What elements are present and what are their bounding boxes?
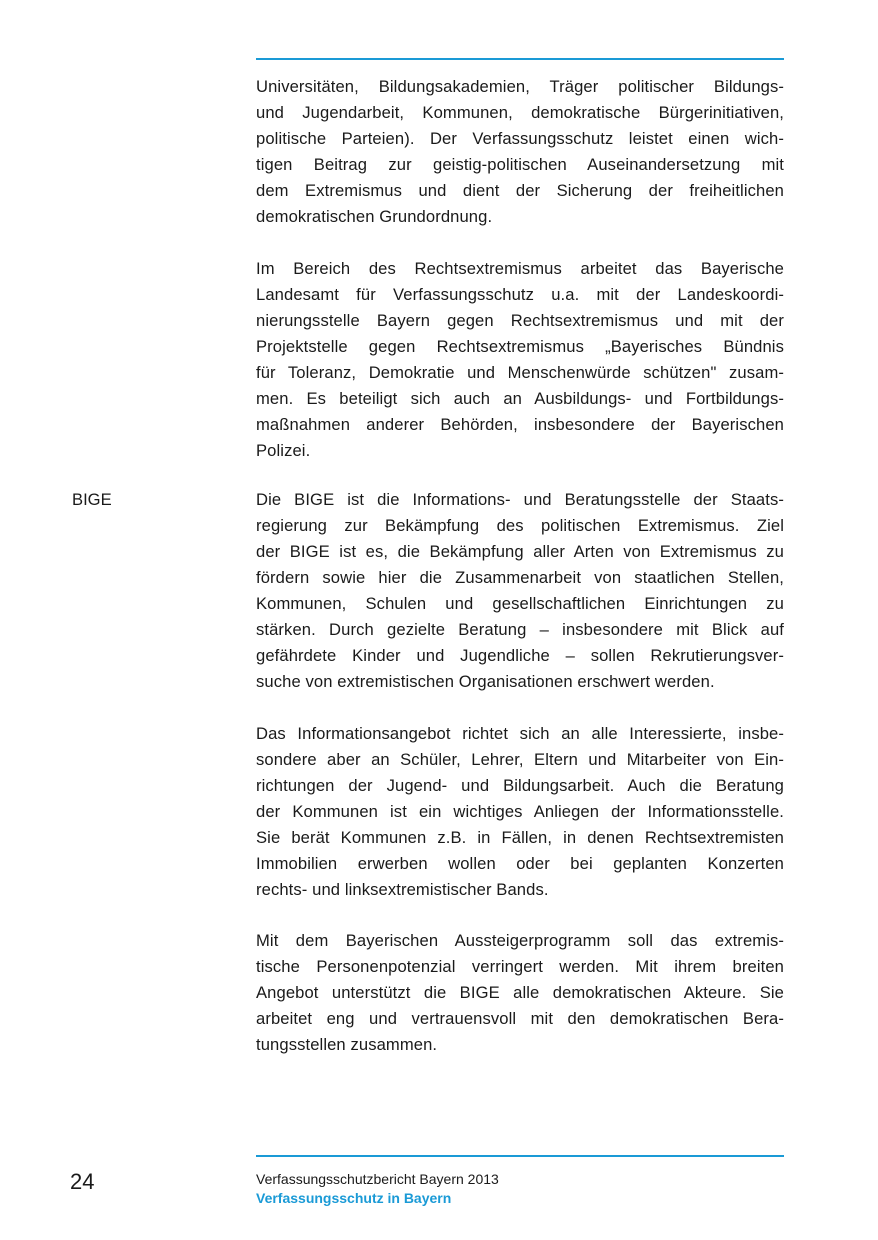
text-line: Das Informationsangebot richtet sich an alle Interessierte, insbe- (256, 724, 784, 743)
text-line: men. Es beteiligt sich auch an Ausbildungs- und Fortbildungs- (256, 389, 784, 408)
text-line: Universitäten, Bildungsakademien, Träger politischer Bildungs- (256, 77, 784, 96)
text-line: politische Parteien). Der Verfassungsschutz leistet einen wich- (256, 129, 784, 148)
paragraph-1 (256, 74, 784, 230)
text-line: richtungen der Jugend- und Bildungsarbeit. Auch die Beratung (256, 776, 784, 795)
text-line: der BIGE ist es, die Bekämpfung aller Arten von Extremismus zu (256, 542, 784, 561)
text-line: Immobilien erwerben wollen oder bei geplanten Konzerten (256, 854, 784, 873)
text-line: gefährdete Kinder und Jugendliche – sollen Rekrutierungsver- (256, 646, 784, 665)
header-rule (256, 58, 784, 60)
text-line: demokratischen Grundordnung. (256, 207, 493, 226)
text-line: nierungsstelle Bayern gegen Rechtsextremismus und mit der (256, 311, 784, 330)
text-line: dem Extremismus und dient der Sicherung der freiheitlichen (256, 181, 784, 200)
text-line: der Kommunen ist ein wichtiges Anliegen der Informationsstelle. (256, 802, 784, 821)
text-line: tische Personenpotenzial verringert werden. Mit ihrem breiten (256, 957, 784, 976)
paragraph-4 (256, 721, 784, 903)
margin-label-bige: BIGE (72, 490, 112, 509)
text-line: für Toleranz, Demokratie und Menschenwürde schützen" zusam- (256, 363, 784, 382)
text-line: arbeitet eng und vertrauensvoll mit den demokratischen Bera- (256, 1009, 784, 1028)
text-line: Projektstelle gegen Rechtsextremismus „Bayerisches Bündnis (256, 337, 784, 356)
footer-subtitle: Verfassungsschutz in Bayern (256, 1190, 452, 1206)
text-line: Polizei. (256, 441, 311, 460)
text-line: Landesamt für Verfassungsschutz u.a. mit der Landeskoordi- (256, 285, 784, 304)
footer-title: Verfassungsschutzbericht Bayern 2013 (256, 1171, 499, 1187)
text-line: Angebot unterstützt die BIGE alle demokratischen Akteure. Sie (256, 983, 784, 1002)
text-line: Mit dem Bayerischen Aussteigerprogramm soll das extremis- (256, 931, 784, 950)
paragraph-2 (256, 256, 784, 464)
text-line: Im Bereich des Rechtsextremismus arbeitet das Bayerische (256, 259, 784, 278)
footer-rule (256, 1155, 784, 1157)
text-line: rechts- und linksextremistischer Bands. (256, 880, 549, 899)
text-line: sondere aber an Schüler, Lehrer, Eltern und Mitarbeiter von Ein- (256, 750, 784, 769)
text-line: Die BIGE ist die Informations- und Beratungsstelle der Staats- (256, 490, 784, 509)
paragraph-3 (256, 487, 784, 695)
text-line: regierung zur Bekämpfung des politischen Extremismus. Ziel (256, 516, 784, 535)
paragraph-5 (256, 928, 784, 1058)
text-line: und Jugendarbeit, Kommunen, demokratische Bürgerinitiativen, (256, 103, 784, 122)
running-footer (256, 1170, 784, 1208)
text-line: stärken. Durch gezielte Beratung – insbesondere mit Blick auf (256, 620, 784, 639)
text-line: tigen Beitrag zur geistig-politischen Auseinandersetzung mit (256, 155, 784, 174)
text-line: tungsstellen zusammen. (256, 1035, 438, 1054)
text-line: maßnahmen anderer Behörden, insbesondere der Bayerischen (256, 415, 784, 434)
text-line: Kommunen, Schulen und gesellschaftlichen Einrichtungen zu (256, 594, 784, 613)
text-line: fördern sowie hier die Zusammenarbeit von staatlichen Stellen, (256, 568, 784, 587)
page-number: 24 (70, 1169, 95, 1194)
text-line: suche von extremistischen Organisationen erschwert werden. (256, 672, 715, 691)
text-line: Sie berät Kommunen z.B. in Fällen, in denen Rechtsextremisten (256, 828, 784, 847)
